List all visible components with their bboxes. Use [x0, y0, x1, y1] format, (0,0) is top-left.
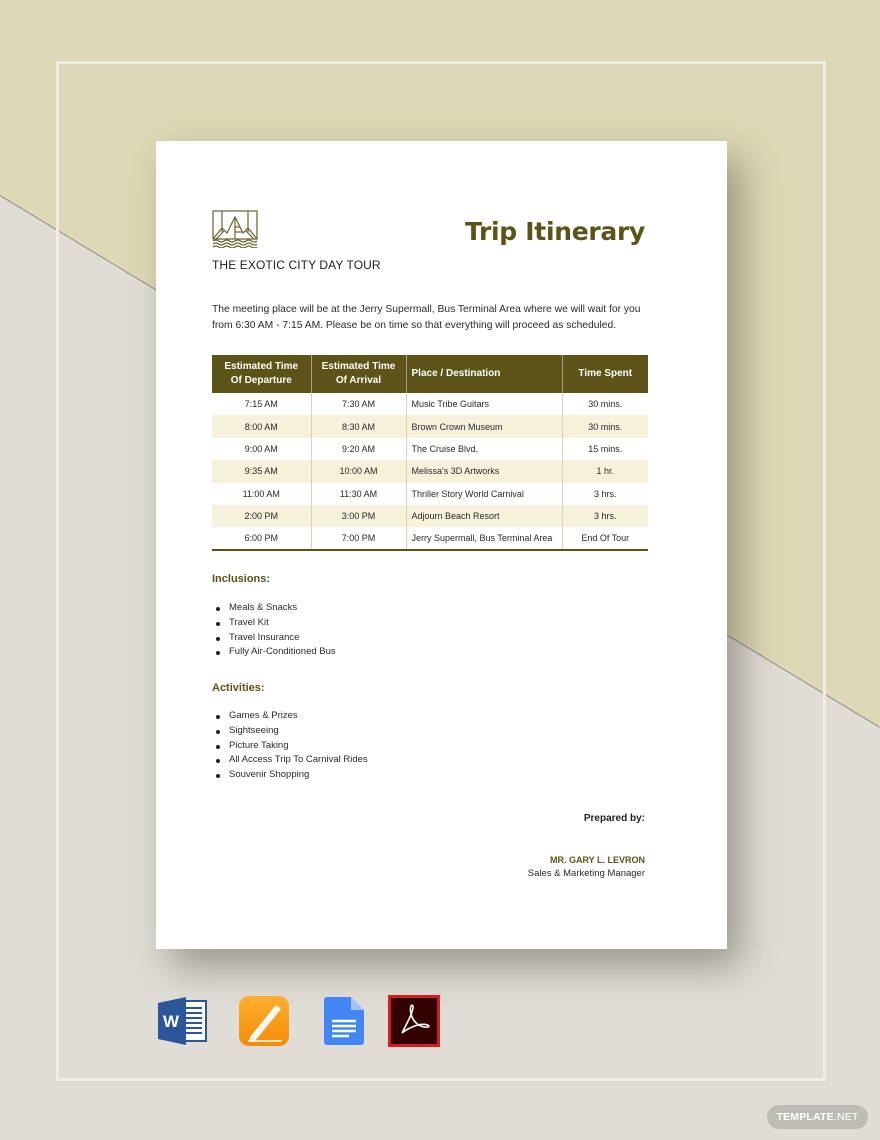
signer-name: MR. GARY L. LEVRON	[549, 855, 645, 865]
table-row	[212, 527, 648, 549]
table-row	[212, 483, 648, 505]
template-net-watermark: TEMPLATE.NET	[767, 1105, 868, 1129]
document-title: Trip Itinerary	[464, 217, 645, 246]
cell-departure: 7:15 AM	[244, 399, 278, 410]
intro-paragraph	[212, 302, 652, 334]
cell-arrival: 8:30 AM	[311, 415, 406, 437]
header-time-spent: Time Spent	[562, 355, 648, 393]
cell-time-spent: 3 hrs.	[562, 483, 648, 505]
header-place: Place / Destination	[406, 355, 562, 393]
cell-arrival: 3:00 PM	[311, 505, 406, 527]
cell-time-spent: 3 hrs.	[562, 505, 648, 527]
cell-place: Music Tribe Guitars	[406, 393, 562, 415]
cell-place: Thriller Story World Carnival	[406, 483, 562, 505]
intro-line: The meeting place will be at the Jerry Supermall, Bus Terminal Area where we will wait for you	[212, 304, 641, 315]
list-item: Meals & Snacks	[216, 601, 336, 616]
cell-place: The Cruise Blvd.	[406, 438, 562, 460]
cell-departure: 2:00 PM	[212, 505, 311, 527]
cell-place: Brown Crown Museum	[406, 415, 562, 437]
cell-arrival: 10:00 AM	[311, 460, 406, 482]
cell-time-spent: 30 mins.	[562, 415, 648, 437]
cell-arrival: 9:20 AM	[311, 438, 406, 460]
inclusions-heading: Inclusions:	[212, 573, 271, 585]
cell-arrival: 11:30 AM	[311, 483, 406, 505]
table-row	[212, 460, 648, 482]
apple-pages-icon[interactable]	[238, 995, 290, 1047]
adobe-acrobat-icon[interactable]	[388, 995, 440, 1047]
cell-time-spent: 1 hr.	[562, 460, 648, 482]
cell-place: Melissa's 3D Artworks	[406, 460, 562, 482]
cell-departure: 8:00 AM	[212, 415, 311, 437]
cell-place: Adjourn Beach Resort	[406, 505, 562, 527]
table-header-row	[212, 355, 648, 393]
inclusions-list	[216, 601, 336, 660]
table-row	[212, 505, 648, 527]
cell-time-spent: End Of Tour	[562, 527, 648, 549]
cell-departure: 11:00 AM	[242, 488, 280, 499]
header-arrival: Estimated Time Of Arrival	[311, 355, 406, 393]
company-name: THE EXOTIC CITY DAY TOUR	[212, 258, 381, 272]
cell-arrival: 7:30 AM	[311, 393, 406, 415]
list-item: Fully Air-Conditioned Bus	[216, 645, 336, 660]
prepared-by-label: Prepared by:	[583, 813, 645, 824]
cell-departure: 9:00 AM	[244, 443, 278, 454]
list-item: Sightseeing	[216, 724, 368, 739]
intro-line: from 6:30 AM - 7:15 AM. Please be on time so that everything will proceed as scheduled.	[212, 320, 617, 331]
table-row	[212, 438, 648, 460]
list-item: Souvenir Shopping	[216, 768, 368, 783]
table-row	[212, 393, 648, 415]
itinerary-table	[212, 355, 648, 551]
list-item: Picture Taking	[216, 739, 368, 754]
itinerary-document	[156, 141, 727, 949]
google-docs-icon[interactable]	[318, 995, 370, 1047]
microsoft-word-icon[interactable]	[156, 995, 208, 1047]
activities-list	[216, 709, 368, 783]
list-item: Travel Insurance	[216, 631, 336, 646]
svg-text:W: W	[162, 1012, 180, 1031]
cell-departure: 6:00 PM	[212, 527, 311, 549]
table-row	[212, 415, 648, 437]
cell-place: Jerry Supermall, Bus Terminal Area	[406, 527, 562, 549]
list-item: Travel Kit	[216, 616, 336, 631]
activities-heading: Activities:	[212, 682, 265, 694]
header-departure: Estimated Time Of Departure	[212, 355, 311, 393]
list-item: All Access Trip To Carnival Rides	[216, 753, 368, 768]
cell-time-spent: 15 mins.	[562, 438, 648, 460]
pyramid-logo-icon	[212, 210, 258, 248]
list-item: Games & Prizes	[216, 709, 368, 724]
cell-time-spent: 30 mins.	[562, 393, 648, 415]
signer-role: Sales & Marketing Manager	[527, 868, 645, 879]
cell-departure: 9:35 AM	[212, 460, 311, 482]
cell-arrival: 7:00 PM	[311, 527, 406, 549]
signer-block	[528, 854, 645, 880]
